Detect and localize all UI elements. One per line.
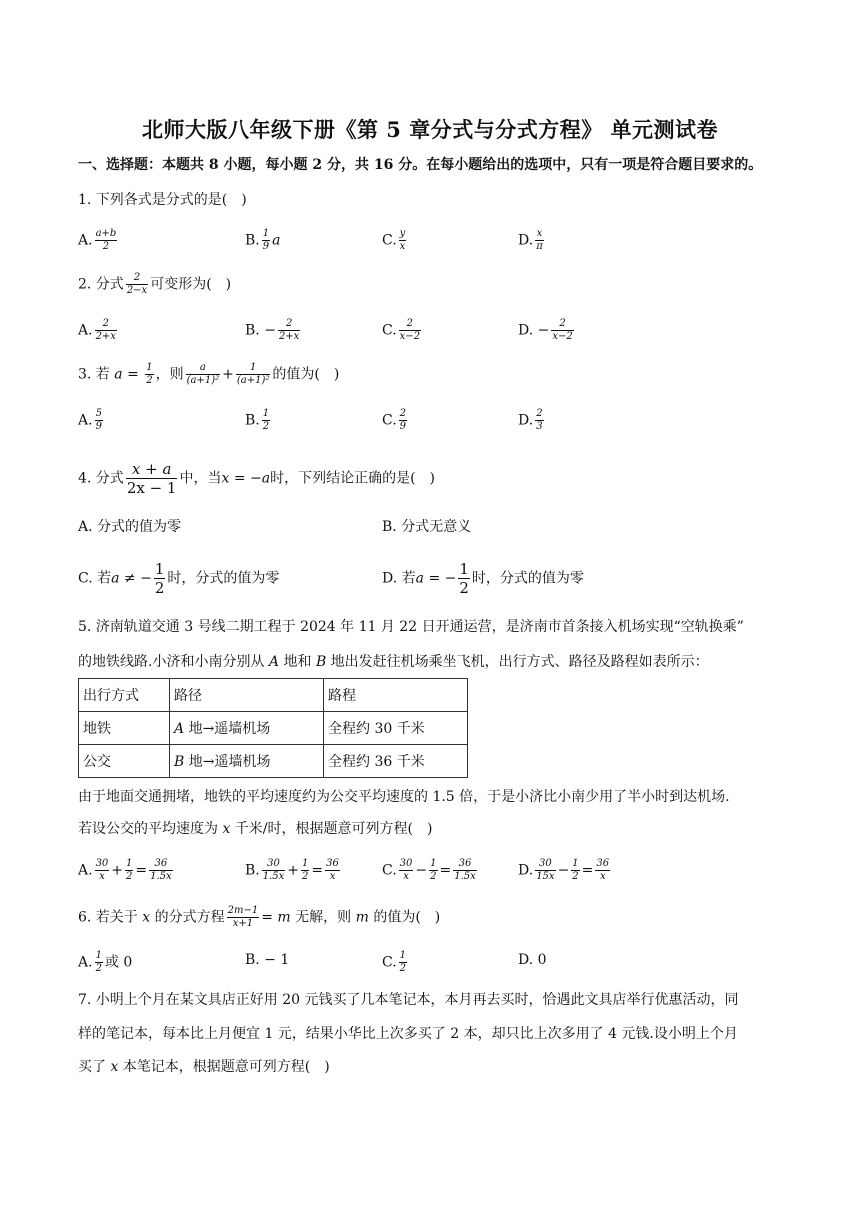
route-table <box>78 678 468 778</box>
q1-option-a[interactable]: A. $\frac{a+b}{2}$ <box>78 228 117 252</box>
question-2-stem: 2. 分式 $\frac{2}{2-x}$ 可变形为( ) <box>78 272 232 296</box>
table-header-row <box>79 679 468 712</box>
question-5-line-1: 5. 济南轨道交通 3 号线二期工程于 2024 年 11 月 22 日开通运营，是济南市首条接入机场实现“空轨换乘” <box>78 619 744 635</box>
fraction: $\frac{y}{x}$ <box>399 228 406 252</box>
fraction: $\frac{1}{2}$ <box>572 858 579 882</box>
q6-option-c[interactable]: C. $\frac{1}{2}$ <box>382 950 407 974</box>
question-7-line-2: 样的笔记本，每本比上月便宜 1 元，结果小华比上次多买了 2 本，却只比上次多用了 4 元钱.设小明上个月 <box>78 1026 738 1042</box>
question-6-stem: 6. 若关于 x 的分式方程 $\frac{2m-1}{x+1}$ = m 无解，则 m 的值为( ) <box>78 905 441 929</box>
q5-option-a[interactable]: A. $\frac{30}{x}$ + $\frac{1}{2}$ = $\frac{36}{1.5x}$ <box>78 858 172 882</box>
q1-option-d[interactable]: D. $\frac{x}{\pi}$ <box>518 228 543 252</box>
q1-option-c[interactable]: C. $\frac{y}{x}$ <box>382 228 406 252</box>
question-7-line-3: 买了 x 本笔记本，根据题意可列方程( ) <box>78 1059 330 1075</box>
fraction: $\frac{36}{1.5x}$ <box>454 858 476 882</box>
page-title: 北师大版八年级下册《第 5 章分式与分式方程》 单元测试卷 <box>141 117 719 142</box>
section-heading: 一、选择题：本题共 8 小题，每小题 2 分，共 16 分。在每小题给出的选项中，只有一项是符合题目要求的。 <box>78 157 763 173</box>
q6-option-b[interactable]: B. − 1 <box>245 952 290 968</box>
fraction: $\frac{30}{x}$ <box>95 858 109 882</box>
table-cell: A 地→遥墙机场 <box>170 712 324 745</box>
q3-option-d[interactable]: D. $\frac{2}{3}$ <box>518 408 543 432</box>
fraction: $\frac{36}{x}$ <box>326 858 339 882</box>
q5-option-b[interactable]: B. $\frac{30}{1.5x}$ + $\frac{1}{2}$ = $\frac{36}{x}$ <box>245 858 339 882</box>
q4-option-b[interactable]: B. 分式无意义 <box>382 519 472 535</box>
fraction: $\frac{2}{3}$ <box>536 408 543 432</box>
fraction: $\frac{1}{2}$ <box>95 950 102 974</box>
fraction: $\frac{1}{2}$ <box>126 858 133 882</box>
fraction: $\frac{1}{\text{(a+1)²}}$ <box>236 362 270 386</box>
fraction: $\frac{1}{2}$ <box>146 362 153 386</box>
fraction: $\frac{2}{2-x}$ <box>126 272 148 296</box>
question-3-stem: 3. 若 a = $\frac{1}{2}$ ，则 $\frac{a}{\text{(a+1)²}}$ + $\frac{1}{\text{(a+1)²}}$ 的值为( ) <box>78 362 340 386</box>
fraction: $\frac{36}{1.5x}$ <box>150 858 172 882</box>
q1-option-b[interactable]: B. $\frac{1}{9}$ a <box>245 228 281 252</box>
fraction: $\frac{a}{\text{(a+1)²}}$ <box>186 362 220 386</box>
question-5-line-2: 的地铁线路.小济和小南分别从 A 地和 B 地出发赶往机场乘坐飞机，出行方式、路径及路程如表所示： <box>78 654 709 670</box>
fraction: $\frac{2}{x-2}$ <box>552 318 573 342</box>
fraction: $\frac{x + a}{2x - 1}$ <box>126 460 177 497</box>
q5-option-c[interactable]: C. $\frac{30}{x}$ − $\frac{1}{2}$ = $\frac{36}{1.5x}$ <box>382 858 476 882</box>
table-cell: 全程约 36 千米 <box>324 745 468 778</box>
fraction: $\frac{2}{2+x}$ <box>278 318 300 342</box>
fraction: $\frac{1}{9}$ <box>262 228 270 252</box>
fraction: $\frac{1}{2}$ <box>399 950 407 974</box>
table-cell: 公交 <box>79 745 170 778</box>
q6-option-d[interactable]: D. 0 <box>518 952 547 968</box>
table-row <box>79 712 468 745</box>
fraction: $\frac{2}{2+x}$ <box>95 318 116 342</box>
q2-option-d[interactable]: D. − $\frac{2}{x-2}$ <box>518 318 573 342</box>
table-header: 出行方式 <box>79 679 170 712</box>
q2-option-b[interactable]: B. − $\frac{2}{2+x}$ <box>245 318 300 342</box>
fraction: $\frac{36}{x}$ <box>596 858 610 882</box>
table-row <box>79 745 468 778</box>
fraction: $\frac{30}{1.5x}$ <box>262 858 285 882</box>
q5-option-d[interactable]: D. $\frac{30}{15x}$ − $\frac{1}{2}$ = $\frac{36}{x}$ <box>518 858 610 882</box>
question-5-line-4: 若设公交的平均速度为 x 千米/时，根据题意可列方程( ) <box>78 821 433 837</box>
fraction: $\frac{1}{2}$ <box>154 560 165 597</box>
question-5-line-3: 由于地面交通拥堵，地铁的平均速度约为公交平均速度的 1.5 倍，于是小济比小南少用了半小时到达机场. <box>78 789 730 805</box>
fraction: $\frac{1}{2}$ <box>262 408 270 432</box>
question-7-line-1: 7. 小明上个月在某文具店正好用 20 元钱买了几本笔记本，本月再去买时，恰遇此文具店举行优惠活动，同 <box>78 992 739 1008</box>
q2-option-a[interactable]: A. $\frac{2}{2+x}$ <box>78 318 116 342</box>
q4-option-a[interactable]: A. 分式的值为零 <box>78 519 182 535</box>
table-cell: 全程约 30 千米 <box>324 712 468 745</box>
fraction: $\frac{x}{\pi}$ <box>536 228 543 252</box>
question-1-stem: 1. 下列各式是分式的是( ) <box>78 192 247 208</box>
fraction: $\frac{2}{x-2}$ <box>399 318 421 342</box>
q2-option-c[interactable]: C. $\frac{2}{x-2}$ <box>382 318 421 342</box>
q4-option-c[interactable]: C. 若a ≠ − $\frac{1}{2}$ 时，分式的值为零 <box>78 560 280 597</box>
fraction: $\frac{1}{2}$ <box>430 858 437 882</box>
question-4-stem: 4. 分式 $\frac{x + a}{2x - 1}$ 中，当x = −a时，下列结论正确的是( ) <box>78 460 436 497</box>
table-header: 路径 <box>170 679 324 712</box>
fraction: $\frac{1}{2}$ <box>302 858 309 882</box>
fraction: $\frac{2}{9}$ <box>399 408 407 432</box>
fraction: $\frac{5}{9}$ <box>95 408 102 432</box>
table-cell: 地铁 <box>79 712 170 745</box>
q3-option-c[interactable]: C. $\frac{2}{9}$ <box>382 408 407 432</box>
fraction: $\frac{a+b}{2}$ <box>95 228 117 252</box>
q3-option-b[interactable]: B. $\frac{1}{2}$ <box>245 408 270 432</box>
q3-option-a[interactable]: A. $\frac{5}{9}$ <box>78 408 102 432</box>
fraction: $\frac{1}{2}$ <box>459 560 469 597</box>
fraction: $\frac{30}{15x}$ <box>536 858 555 882</box>
table-header: 路程 <box>324 679 468 712</box>
fraction: $\frac{2m-1}{x+1}$ <box>227 905 259 929</box>
q4-option-d[interactable]: D. 若a = − $\frac{1}{2}$ 时，分式的值为零 <box>382 560 584 597</box>
q6-option-a[interactable]: A. $\frac{1}{2}$ 或 0 <box>78 950 133 974</box>
table-cell: B 地→遥墙机场 <box>170 745 324 778</box>
fraction: $\frac{30}{x}$ <box>399 858 413 882</box>
